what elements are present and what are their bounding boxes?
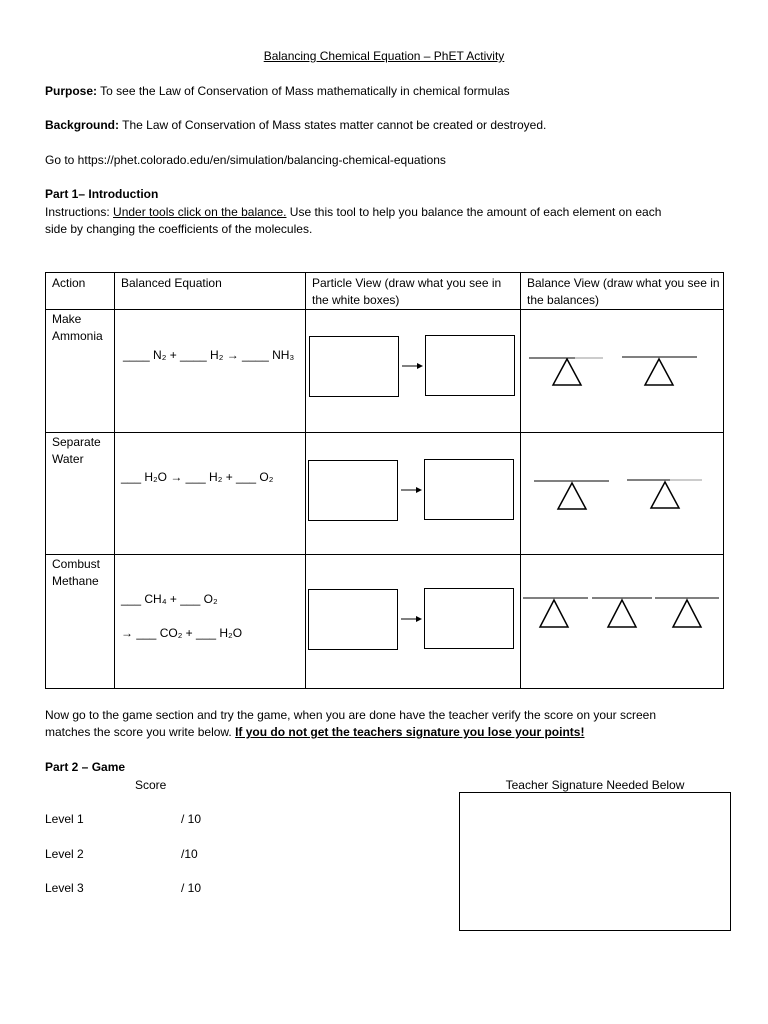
background-line [45,118,546,132]
instructions-prefix: Instructions: [45,205,114,219]
header-balance: Balance View (draw what you see in the balances) [527,276,720,307]
table-divider [114,273,115,688]
row-equation: ___ CH₄ + ___ O₂ [121,592,218,606]
row-equation: ___ H₂O → ___ H₂ + ___ O₂ [121,470,274,484]
row-action: Separate Water [52,435,101,466]
level-label: Level 1 [45,812,84,826]
signature-header: Teacher Signature Needed Below [505,778,685,792]
header-action: Action [52,276,86,290]
header-equation: Balanced Equation [121,276,222,290]
game-intro-line1: Now go to the game section and try the game, when you are done have the teacher verify the score on your screen [45,708,657,722]
purpose-label: Purpose: [45,84,98,98]
background-label: Background: [45,118,120,132]
level-label: Level 2 [45,847,84,861]
row-equation: ____ N₂ + ____ H₂ → ____ NH₃ [123,348,295,362]
level-score: / 10 [181,881,202,895]
background-text: The Law of Conservation of Mass states matter cannot be created or destroyed. [119,118,547,132]
particle-box-products[interactable] [425,335,515,396]
game-intro-warning: If you do not get the teachers signature you lose your points! [235,725,585,739]
table-divider [520,273,521,688]
purpose-line [45,84,510,98]
part1-heading: Part 1– Introduction [45,187,159,201]
header-particle: Particle View (draw what you see in the white boxes) [312,276,502,307]
teacher-signature-box[interactable] [459,792,731,931]
instructions-rest: Use this tool to help you balance the amount of each element on each [286,205,662,219]
part1-instructions [45,205,661,219]
table-divider [46,554,723,555]
game-intro-line2 [45,725,584,739]
level-label: Level 3 [45,881,84,895]
particle-box-reactants[interactable] [308,589,398,650]
particle-box-reactants[interactable] [309,336,399,397]
level-score: / 10 [181,812,202,826]
row-action: Combust Methane [52,557,101,588]
table-divider [305,273,306,688]
particle-box-products[interactable] [424,588,514,649]
table-divider [46,309,723,310]
part2-heading: Part 2 – Game [45,760,126,774]
level-score: /10 [181,847,198,861]
goto-line: Go to https://phet.colorado.edu/en/simulation/balancing-chemical-equations [45,153,446,167]
particle-box-products[interactable] [424,459,514,520]
game-intro-prefix: matches the score you write below. [45,725,236,739]
part1-instructions-line2: side by changing the coefficients of the molecules. [45,222,313,236]
particle-box-reactants[interactable] [308,460,398,521]
purpose-text: To see the Law of Conservation of Mass mathematically in chemical formulas [97,84,510,98]
table-divider [46,432,723,433]
page-title: Balancing Chemical Equation – PhET Activity [263,49,505,63]
row-equation-line2: → ___ CO₂ + ___ H₂O [121,626,243,640]
score-header: Score [135,778,167,792]
row-action: Make Ammonia [52,312,103,343]
instructions-underlined: Under tools click on the balance. [113,205,287,219]
